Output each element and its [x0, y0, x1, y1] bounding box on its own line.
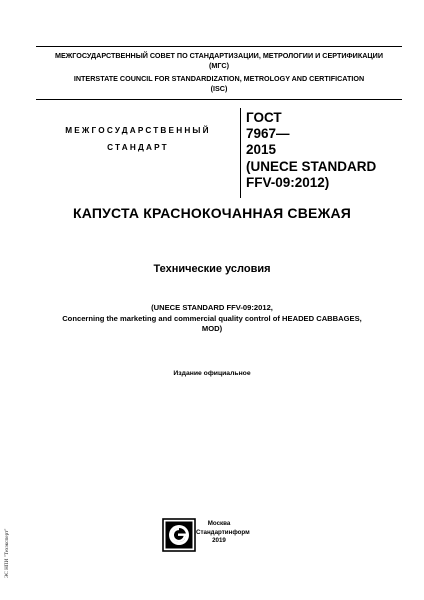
- side-watermark-text: ЭС НПИ "Техэксперт": [4, 528, 10, 578]
- reference-line-1: (UNECE STANDARD FFV-09:2012,: [151, 303, 273, 312]
- publisher-name: Стандартинформ: [196, 528, 250, 536]
- gost-line-1: ГОСТ: [246, 110, 282, 125]
- gost-line-4: (UNECE STANDARD: [246, 158, 377, 174]
- council-abbr-en: (ISC): [210, 83, 228, 93]
- council-abbr-ru: (МГС): [209, 60, 229, 70]
- reference-line-2: Concerning the marketing and commercial quality control of HEADED CABBAGES,: [62, 313, 362, 323]
- publisher-year: 2019: [212, 537, 226, 545]
- council-name-ru: МЕЖГОСУДАРСТВЕННЫЙ СОВЕТ ПО СТАНДАРТИЗАЦИИ, МЕТРОЛОГИИ И СЕРТИФИКАЦИИ: [54, 51, 384, 60]
- gost-line-5: FFV-09:2012): [246, 174, 330, 190]
- publisher-city: Москва: [207, 520, 231, 527]
- publisher-info: [196, 520, 250, 546]
- official-edition-label: Издание официальное: [173, 370, 251, 377]
- document-title: КАПУСТА КРАСНОКОЧАННАЯ СВЕЖАЯ: [72, 205, 352, 221]
- unece-reference: [0, 303, 424, 335]
- gost-line-3: 2015: [246, 142, 277, 158]
- interstate-standard-label: [48, 122, 228, 156]
- interstate-line-1: МЕЖГОСУДАРСТВЕННЫЙ: [65, 126, 211, 135]
- interstate-line-2: СТАНДАРТ: [107, 143, 169, 152]
- reference-line-3: MOD): [201, 324, 223, 334]
- gost-line-2: 7967—: [246, 126, 290, 142]
- divider-line: [240, 108, 241, 198]
- gost-designation: [246, 110, 376, 191]
- document-subtitle: Технические условия: [153, 263, 271, 275]
- council-name-en: INTERSTATE COUNCIL FOR STANDARDIZATION, METROLOGY AND CERTIFICATION: [73, 74, 365, 84]
- standartinform-logo-icon: [162, 518, 196, 552]
- council-header: [36, 46, 402, 100]
